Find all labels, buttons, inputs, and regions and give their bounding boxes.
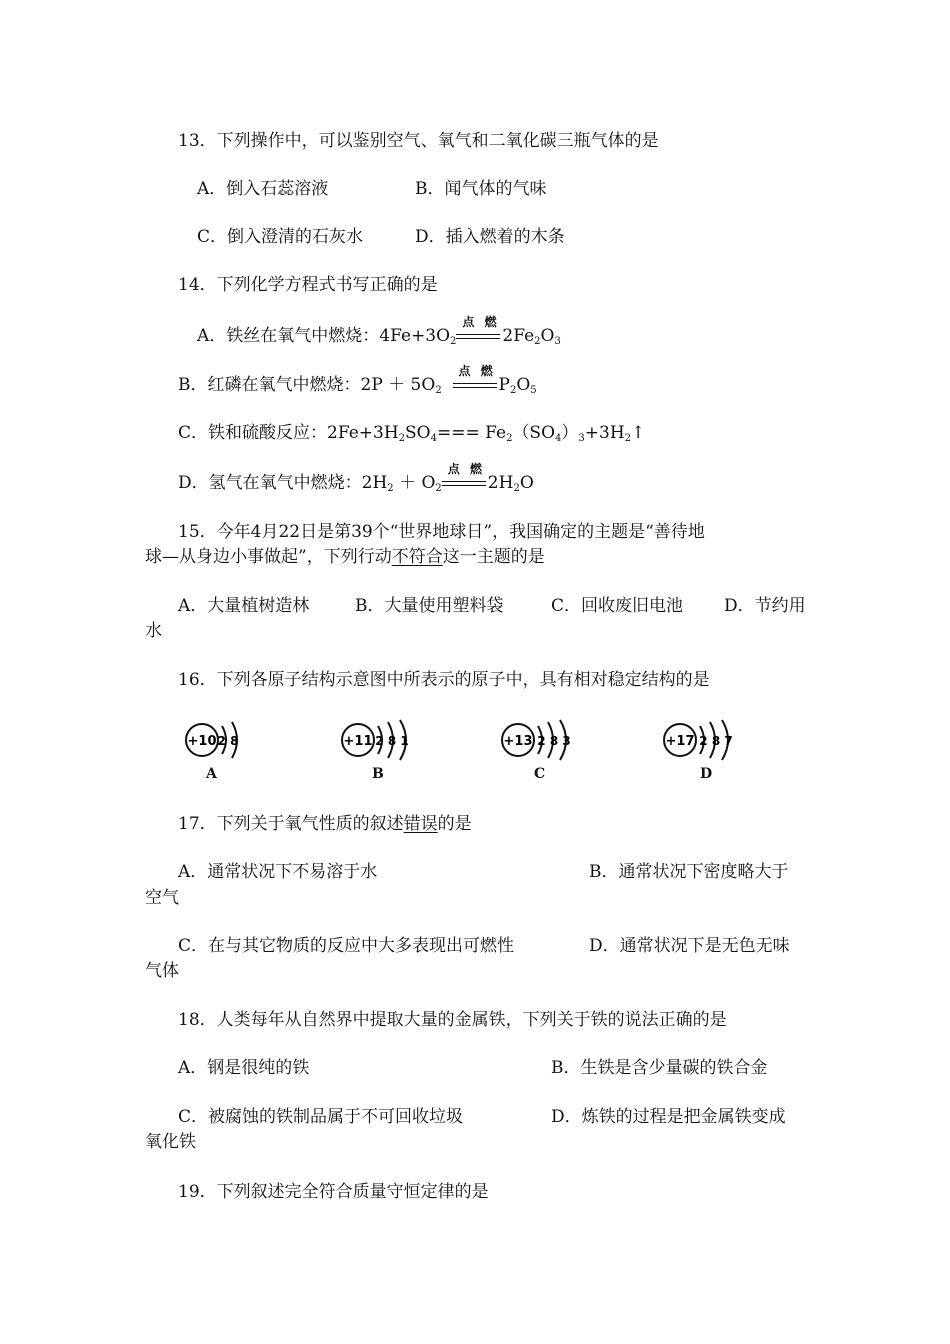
q14-c-p1: 2Fe+3H [327,423,399,443]
q13-option-a: A．倒入石蕊溶液 [197,179,329,199]
q14-d-lhs-sub2: 2 [435,483,442,494]
electron-counts: 2 8 1 [375,734,409,748]
q15-option-d: D．节约用 [724,596,806,616]
q14-c-s4: 4 [555,433,562,444]
electron-counts: 2 8 7 [699,734,733,748]
q14-b-rhs-sub1: 2 [509,385,517,396]
q13-option-b: B．闻气体的气味 [415,179,547,199]
q15-option-d-wrap: 水 [145,621,162,641]
q17-underlined: 错误 [403,814,438,834]
q14-c-label: C．铁和硫酸反应： [178,423,328,443]
q16-stem: 16．下列各原子结构示意图中所表示的原子中，具有相对稳定结构的是 [178,670,710,690]
q14-b-rhs: P [498,375,510,395]
q14-c-s6: 2 [624,433,632,444]
q14-c-s2: 4 [430,433,437,444]
q17-stem-part: 的是 [437,814,472,834]
q14-option-a [197,315,561,354]
q15-stem-line1: 15．今年4月22日是第39个“世界地球日”，我国确定的主题是“善待地 [178,522,705,542]
q14-a-rhs-sub1: 2 [534,336,541,347]
q13-stem: 13．下列操作中，可以鉴别空气、氧气和二氧化碳三瓶气体的是 [178,131,659,151]
q14-c-p2: SO [405,423,431,443]
q14-c-p5: ） [561,423,579,443]
condition-text: 点 燃 [462,315,500,329]
condition-text: 点 燃 [447,462,485,476]
q14-c-s3: 2 [506,433,513,444]
q18-option-d-wrap: 氧化铁 [145,1132,196,1152]
q17-option-b: B．通常状况下密度略大于 [589,862,789,882]
q14-a-lhs: 4Fe+3O [379,326,451,346]
reaction-condition [456,315,502,348]
q17-stem-part: 17．下列关于氧气性质的叙述 [178,814,404,834]
q15-stem-line2 [145,545,545,569]
q14-d-rhs-end: O [519,473,534,493]
q18-option-a: A．钢是很纯的铁 [178,1058,310,1078]
q17-option-c: C．在与其它物质的反应中大多表现出可燃性 [178,936,515,956]
q14-d-rhs: 2H [487,473,514,493]
q14-b-label: B．红磷在氧气中燃烧： [178,375,361,395]
atom-diagram-c [500,718,590,788]
q14-a-rhs: 2Fe [502,326,535,346]
nucleus-charge: +13 [503,734,533,749]
atom-label-b: B [372,766,384,782]
atom-label-d: D [700,766,713,782]
q15-option-b: B．大量使用塑料袋 [355,596,504,616]
q14-d-label: D．氢气在氧气中燃烧： [178,473,362,493]
q15-option-c: C．回收废旧电池 [551,596,684,616]
atom-diagram-b [340,718,430,788]
electron-counts: 2 8 [217,734,239,748]
q14-c-s1: 2 [398,433,406,444]
q14-b-rhs-sub2: 5 [530,385,537,396]
q14-a-rhs-mid: O [540,326,555,346]
atom-diagram-d [662,718,752,788]
q14-a-rhs-sub2: 3 [554,336,561,347]
atom-diagram-a [184,718,264,788]
nucleus-charge: +10 [187,734,217,749]
q18-stem: 18．人类每年从自然界中提取大量的金属铁，下列关于铁的说法正确的是 [178,1010,727,1030]
reaction-condition [442,462,488,495]
nucleus-charge: +11 [343,734,373,749]
atom-structure-a [184,718,264,762]
nucleus-charge: +17 [665,734,695,749]
reaction-condition [453,364,499,397]
q14-c-p3: === Fe [437,423,507,443]
q17-option-b-wrap: 空气 [145,888,179,908]
q18-option-d: D．炼铁的过程是把金属铁变成 [551,1107,786,1127]
condition-text: 点 燃 [458,364,496,378]
q15-stem-part: 这一主题的是 [442,547,545,567]
q17-option-d-wrap: 气体 [145,961,179,981]
q14-a-lhs-sub: 2 [450,336,457,347]
atom-label-c: C [534,766,546,782]
q17-option-a: A．通常状况下不易溶于水 [178,862,378,882]
gas-arrow-icon: ↑ [631,423,646,443]
atom-structure-c [500,718,590,762]
q14-option-d [178,462,534,501]
q14-d-lhs: 2H [361,473,388,493]
q14-b-lhs-sub: 2 [435,385,442,396]
q14-d-lhs-mid: ＋ O [393,473,436,493]
q14-d-rhs-sub: 2 [513,483,520,494]
q15-stem-part: 球—从身边小事做起”，下列行动 [145,547,392,567]
atom-structure-d [662,718,752,762]
q17-option-d: D．通常状况下是无色无味 [589,936,790,956]
q14-b-lhs: 2P ＋ 5O [360,375,436,395]
q15-underlined: 不符合 [391,547,443,567]
q14-c-p4: （SO [512,423,556,443]
q14-stem: 14．下列化学方程式书写正确的是 [178,275,438,295]
q14-c-s5: 3 [578,433,585,444]
electron-counts: 2 8 3 [537,734,571,748]
atom-label-a: A [206,766,217,782]
q14-d-lhs-sub1: 2 [387,483,394,494]
q19-stem: 19．下列叙述完全符合质量守恒定律的是 [178,1182,489,1202]
q14-a-label: A．铁丝在氧气中燃烧： [197,326,380,346]
q18-option-b: B．生铁是含少量碳的铁合金 [551,1058,768,1078]
q17-stem [178,812,472,836]
q13-option-d: D．插入燃着的木条 [415,227,565,247]
atom-structure-b [340,718,430,762]
q14-option-c [178,421,645,451]
q13-option-c: C．倒入澄清的石灰水 [197,227,364,247]
q15-option-a: A．大量植树造林 [178,596,310,616]
q14-c-p6: +3H [584,423,625,443]
q14-b-rhs-mid: O [516,375,531,395]
q14-option-b [178,364,537,403]
q18-option-c: C．被腐蚀的铁制品属于不可回收垃圾 [178,1107,464,1127]
